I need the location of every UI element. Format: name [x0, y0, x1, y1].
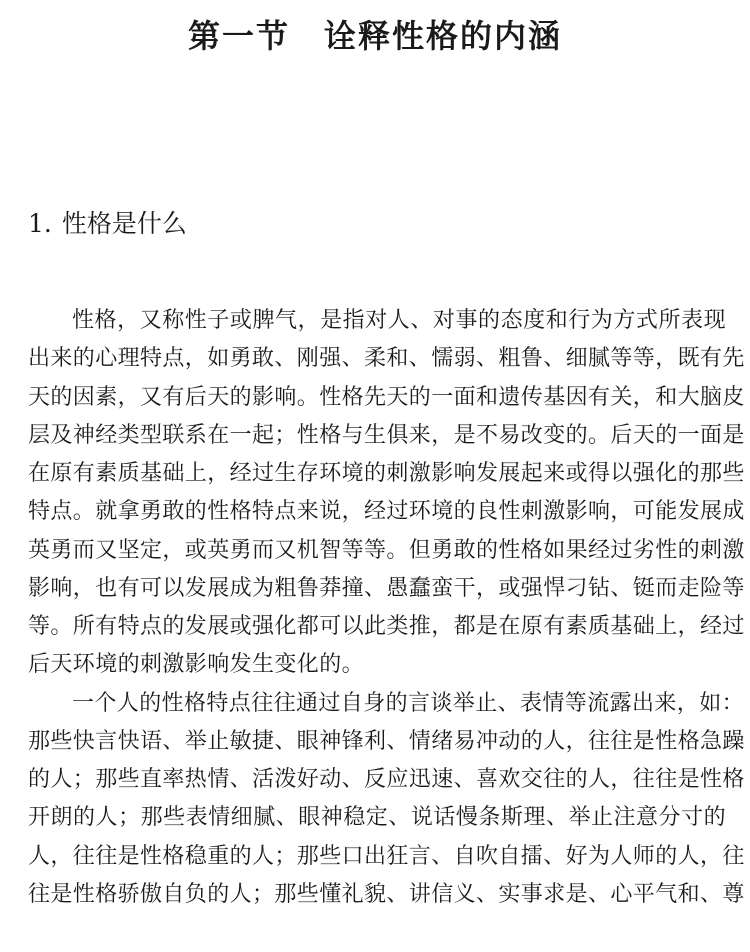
body-text — [28, 302, 745, 914]
subheading-text: 性格是什么 — [61, 209, 187, 238]
paragraph-line: 人，往往是性格稳重的人；那些口出狂言、自吹自擂、好为人师的人，往 — [28, 843, 745, 869]
section-title — [0, 14, 750, 58]
section-number: 第一节 — [187, 17, 290, 55]
subheading-number: 1. — [28, 209, 52, 238]
paragraph-line: 一个人的性格特点往往通过自身的言谈举止、表情等流露出来，如： — [72, 690, 745, 716]
paragraph-line: 往是性格骄傲自负的人；那些懂礼貌、讲信义、实事求是、心平气和、尊 — [28, 881, 745, 907]
paragraph-line: 那些快言快语、举止敏捷、眼神锋利、情绪易冲动的人，往往是性格急躁 — [28, 728, 745, 754]
paragraph-line: 性格，又称性子或脾气，是指对人、对事的态度和行为方式所表现 — [72, 308, 726, 333]
paragraph-line: 在原有素质基础上，经过生存环境的刺激影响发展起来或得以强化的那些 — [28, 461, 745, 486]
section-title-text: 诠释性格的内涵 — [324, 17, 563, 55]
paragraph-line: 天的因素，又有后天的影响。性格先天的一面和遗传基因有关，和大脑皮 — [28, 384, 745, 410]
paragraph-line: 英勇而又坚定，或英勇而又机智等等。但勇敢的性格如果经过劣性的刺激 — [28, 537, 745, 563]
subheading — [28, 204, 187, 244]
paragraph-line: 层及神经类型联系在一起；性格与生俱来，是不易改变的。后天的一面是 — [28, 422, 745, 448]
paragraph-line: 的人；那些直率热情、活泼好动、反应迅速、喜欢交往的人，往往是性格 — [28, 767, 745, 792]
paragraph-line: 出来的心理特点，如勇敢、刚强、柔和、懦弱、粗鲁、细腻等等，既有先 — [28, 346, 745, 372]
paragraph-line: 开朗的人；那些表情细腻、眼神稳定、说话慢条斯理、举止注意分寸的 — [28, 805, 726, 831]
paragraph-line: 特点。就拿勇敢的性格特点来说，经过环境的良性刺激影响，可能发展成 — [28, 499, 745, 525]
paragraph-line: 等。所有特点的发展或强化都可以此类推，都是在原有素质基础上，经过 — [28, 614, 745, 639]
paragraph-line: 影响，也有可以发展成为粗鲁莽撞、愚蠢蛮干，或强悍刁钻、铤而走险等 — [28, 575, 745, 601]
paragraph-line: 后天环境的刺激影响发生变化的。 — [28, 652, 365, 678]
